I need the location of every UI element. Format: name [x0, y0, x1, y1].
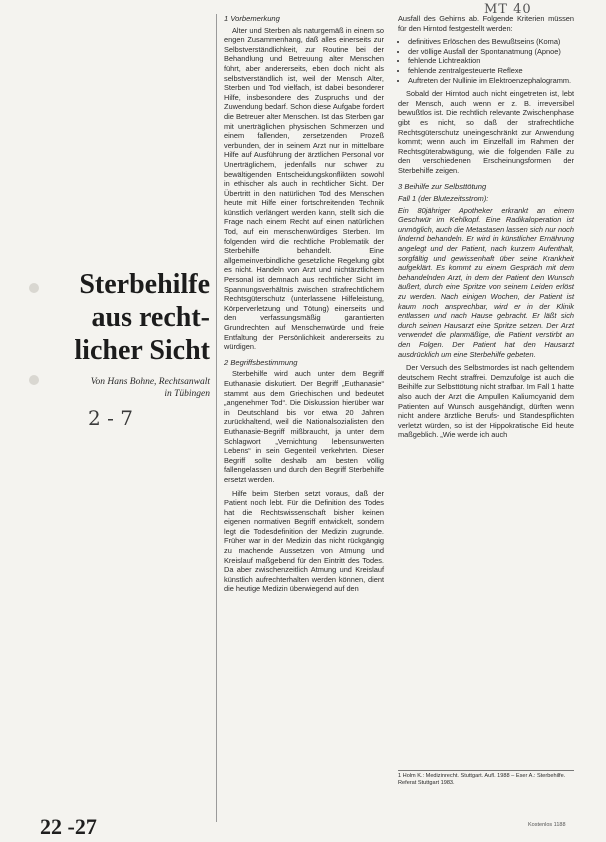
title-line: aus recht- [91, 302, 210, 333]
article-title [40, 268, 210, 367]
section-heading: 2 Begriffsbestimmung [224, 357, 298, 367]
page-number: 22 -27 [40, 814, 97, 839]
criteria-list [398, 37, 574, 85]
title-line: licher Sicht [74, 335, 210, 366]
paragraph: Sterbehilfe wird auch unter dem Begriff Euthanasie diskutiert. Der Begriff „Euthanasie“ stammt aus dem Griechischen und bedeutet „angenehmer Tod“. Die Diskussion hierüber war in Deutschland bis vor etwa 20 Jahren zurückhaltend, weil die Nationalsozialisten den Euthanasie-Begriff mißbraucht, ja unter dem Schlagwort „Vernichtung lebensunwerten Lebens“ in sein Gegenteil verkehrten. Dieser Begriff sollte deshalb am besten völlig fallengelassen und durch den Begriff Sterbehilfe ersetzt werden. [224, 369, 384, 484]
list-item: • der völlige Ausfall der Spontanatmung (Apnoe) [408, 47, 574, 57]
title-line: Sterbehilfe [79, 269, 210, 300]
author-location: in Tübingen [164, 389, 210, 399]
section-heading: 3 Beihilfe zur Selbsttötung [398, 181, 487, 191]
text-column-middle [224, 14, 384, 598]
punch-hole [29, 375, 39, 385]
list-item: • definitives Erlöschen des Bewußtseins (Koma) [408, 37, 574, 47]
paragraph: Der Versuch des Selbstmordes ist nach geltendem deutschem Recht straffrei. Demzufolge ist auch die Beihilfe zur Selbsttötung nicht strafbar. Im Fall 1 hatte also auch der Arzt die Ampullen Kaliumcyanid dem Patienten auf Wunsch ausgehändigt, dürften wenn nicht andere ärztliche Berufs- und Standespflichten verletzt würden, so ist der Hippokratische Eid heute maßgeblich. „Wie werde ich auch [398, 363, 574, 440]
list-item: • Auftreten der Nullinie im Elektroenzephalogramm. [408, 76, 574, 86]
handwritten-header-note: MT 40 [484, 2, 532, 17]
list-item: • fehlende Lichtreaktion [408, 56, 574, 66]
author-byline [40, 376, 210, 400]
case-text: Ein 80jähriger Apotheker erkrankt an einem Geschwür im Kehlkopf. Eine Radikaloperation ist unmöglich, auch die Metastasen lassen sich nur noch lindernd behandeln. Er wird in künstlicher Ernährung angelegt und der Patient, nach kurzem Aufenthalt, sorgfältig und gewissenhaft über seine Krankheit aufgeklärt. Es kommt zu einem Gespräch mit dem behandelnden Arzt, in dem der Patient den Wunsch äußert, durch eine Spritze von seinem Leiden erlöst zu werden. Nach einigen Wochen, der Patient ist kaum noch ansprechbar, wird er in der Klinik entlassen und nach Hause gebracht. Er läßt sich durch seinen Hausarzt eine Spritze setzen. Der Arzt verwendet die planmäßige, die Patient verstirbt an den Folgen. Der Patient hat den Hausarzt ausdrücklich um eine Sterbehilfe gebeten. [398, 205, 574, 359]
paragraph: Ausfall des Gehirns ab. Folgende Kriterien müssen für den Hirntod festgestellt werden: [398, 14, 574, 33]
paragraph: Alter und Sterben als naturgemäß in einem so engen Zusammenhang, daß alles einerseits zur Selbstverständlichkeit, zur Routine bei der Behandlung und Betreuung alter Menschen führt, aber andererseits, eben doch nicht als selbstverständlich ist, weil der Mensch Alter, Sterben und Tod vielfach, ist dabei besonderer Hilfe, insbesondere des Zuspruchs und der Zuwendung bedarf. Schon diese Aufgabe fordert die Betreuer alter Menschen. Ist das Sterben gar mit unerträglichen physischen Schmerzen und einem fallenden, zersetzenden Prozeß verbunden, der in seinem Arzt nur in mittelbare Hilfe auf Ausführung der ärztlichen Personal vor Unerträglichem, jedenfalls nur schwer zu bewältigenden Entscheidungskonflikten sowohl in ethischer als auch in rechtlicher Sicht. Der Übertritt in den natürlichen Tod des Menschen heute mit Hilfe einer fortschreitenden Technik künstlich verlängert werden kann, stellt sich die Frage nach einem Recht auf einen natürlichen Tod, auf ein menschenwürdiges Sterben. Im folgenden wird die rechtliche Problematik der Sterbehilfe behandelt. Eine allgemeinverbindliche gesetzliche Regelung gibt es nicht. Handeln von Arzt und nichtärztlichem Personal ist demnach aus rechtlicher Sicht im Spannungsverhältnis zwischen strafrechtlichem Rechtsgüterschutz (unterlassene Hilfeleistung, Körperverletzung und Tötung) einerseits und den verfassungsmäßig garantierten Grundrechten auf Menschenwürde und freie Entfaltung der Persönlichkeit andererseits zu würdigen. [224, 25, 384, 352]
column-divider [216, 14, 217, 822]
case-label: Fall 1 (der Blutezeitsstrom): [398, 194, 489, 204]
paragraph: Hilfe beim Sterben setzt voraus, daß der Patient noch lebt. Für die Definition des Todes hat die Rechtswissenschaft bisher keinen eigenen normativen Begriff entwickelt, sondern legt die Todesdefinition der Medizin zugrunde. Früher war in der Medizin das nicht rückgängig zu machende Aussetzen von Atmung und Kreislauf maßgebend für den Eintritt des Todes. Da aber zwischenzeitlich Atmung und Kreislauf künstlich aufrechterhalten werden können, dient die heutige Medizin überwiegend auf den [224, 488, 384, 594]
section-heading: 1 Vorbemerkung [224, 14, 280, 23]
punch-hole [29, 283, 39, 293]
list-item: • fehlende zentralgesteuerte Reflexe [408, 66, 574, 76]
text-column-right [398, 14, 574, 444]
author-name: Von Hans Bohne, Rechtsanwalt [90, 377, 210, 387]
paragraph: Sobald der Hirntod auch nicht eingetreten ist, lebt der Mensch, auch wenn er z. B. irreversibel bewußtlos ist. Die rechtlich relevante Zwischenphase gibt es nicht, so daß der strafrechtliche Rechtsgüterschutz uneingeschränkt zur Anwendung kommt; wenn auch im Einzelfall im Rahmen der Rechtsgüterabwägung, wie die folgenden Fälle zu den verschiedenen Erscheinungsformen der Sterbehilfe zeigen. [398, 89, 574, 175]
handwritten-margin-note: 2 - 7 [88, 406, 133, 430]
print-tag: Kostenlos 1188 [528, 822, 566, 828]
footnote: 1 Holm K.: Medizinrecht. Stuttgart. Aufl. 1988 – Eser A.: Sterbehilfe. Referat Stuttgart 1983. [398, 770, 574, 787]
